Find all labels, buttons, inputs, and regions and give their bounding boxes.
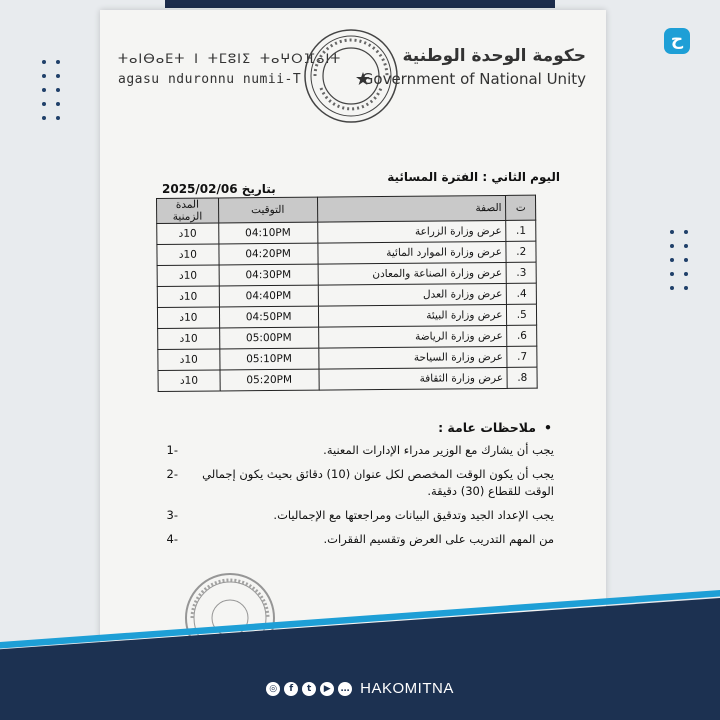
row-duration: 10د	[158, 370, 220, 392]
document-page	[100, 10, 606, 650]
row-time: 04:50PM	[219, 306, 318, 328]
note-number: 4-	[166, 532, 178, 546]
chat-icon[interactable]: …	[338, 682, 352, 696]
general-notes	[144, 420, 568, 548]
row-description: عرض وزارة الثقافة	[319, 367, 508, 390]
english-government-title: Government of National Unity	[361, 70, 586, 88]
day-period-label: اليوم الثاني : الفترة المسائية	[387, 170, 560, 184]
list-item	[144, 466, 568, 500]
youtube-icon[interactable]: ▶	[320, 682, 334, 696]
row-description: عرض وزارة الزراعة	[317, 220, 506, 243]
table-header-row	[157, 195, 536, 223]
notes-title: • ملاحظات عامة :	[144, 420, 552, 435]
row-time: 04:10PM	[218, 222, 317, 244]
row-duration: 10د	[157, 244, 219, 266]
row-number: 8.	[507, 367, 537, 388]
table-row	[158, 367, 537, 391]
column-header-number: ت	[506, 195, 536, 220]
row-duration: 10د	[158, 349, 220, 371]
tifinagh-latin-title: agasu nduronnu numii-T	[118, 72, 302, 87]
note-number: 2-	[166, 467, 178, 481]
note-text: يجب أن يكون الوقت المخصص لكل عنوان (10) دقائق بحيث يكون إجمالي الوقت للقطاع (30) دقيقة.	[202, 467, 554, 498]
instagram-icon[interactable]: ◎	[266, 682, 280, 696]
list-item	[144, 531, 568, 548]
row-time: 05:10PM	[220, 348, 319, 370]
row-time: 05:00PM	[219, 327, 318, 349]
column-header-time: التوقيت	[218, 197, 317, 223]
schedule-table	[156, 195, 538, 392]
row-description: عرض وزارة الرياضة	[318, 325, 507, 348]
row-description: عرض وزارة العدل	[318, 283, 507, 306]
list-item	[144, 507, 568, 524]
row-number: 7.	[507, 346, 537, 367]
row-time: 04:30PM	[219, 264, 318, 286]
row-time: 04:40PM	[219, 285, 318, 307]
note-number: 3-	[166, 508, 178, 522]
top-accent-bar	[165, 0, 555, 8]
column-header-duration: المدة الزمنية	[157, 198, 219, 224]
decorative-dots-right	[670, 230, 690, 292]
row-description: عرض وزارة البيئة	[318, 304, 507, 327]
row-number: 1.	[506, 220, 536, 241]
row-number: 5.	[507, 304, 537, 325]
list-item	[144, 442, 568, 459]
brand-logo: ح	[664, 28, 690, 54]
note-text: من المهم التدريب على العرض وتقسيم الفقرات.	[323, 532, 554, 546]
row-number: 4.	[507, 283, 537, 304]
row-time: 05:20PM	[220, 369, 319, 391]
date-label: بتاريخ 2025/02/06	[162, 182, 276, 196]
row-description: عرض وزارة الموارد المائية	[317, 241, 506, 264]
social-bar	[0, 680, 720, 697]
row-description: عرض وزارة السياحة	[318, 346, 507, 369]
arabic-government-title: حكومة الوحدة الوطنية	[402, 46, 586, 66]
row-number: 3.	[507, 262, 537, 283]
row-number: 6.	[507, 325, 537, 346]
note-number: 1-	[166, 443, 178, 457]
social-handle[interactable]: HAKOMITNA	[360, 680, 454, 697]
row-duration: 10د	[157, 286, 219, 308]
note-text: يجب الإعداد الجيد وتدقيق البيانات ومراجعتها مع الإجماليات.	[273, 508, 554, 522]
decorative-dots-left	[42, 60, 62, 122]
row-duration: 10د	[157, 265, 219, 287]
tifinagh-title: ⵜⴰⵏⴱⴰⴹⵜ ⵏ ⵜⵎⵓⵏⵉ ⵜⴰⵖⵔⴼⴰⵏⵜ	[118, 52, 342, 67]
row-time: 04:20PM	[219, 243, 318, 265]
row-duration: 10د	[157, 307, 219, 329]
row-duration: 10د	[158, 328, 220, 350]
note-text: يجب أن يشارك مع الوزير مدراء الإدارات المعنية.	[323, 443, 554, 457]
column-header-description: الصفة	[317, 195, 506, 222]
twitter-icon[interactable]: t	[302, 682, 316, 696]
row-description: عرض وزارة الصناعة والمعادن	[318, 262, 507, 285]
row-number: 2.	[506, 241, 536, 262]
facebook-icon[interactable]: f	[284, 682, 298, 696]
row-duration: 10د	[157, 223, 219, 245]
